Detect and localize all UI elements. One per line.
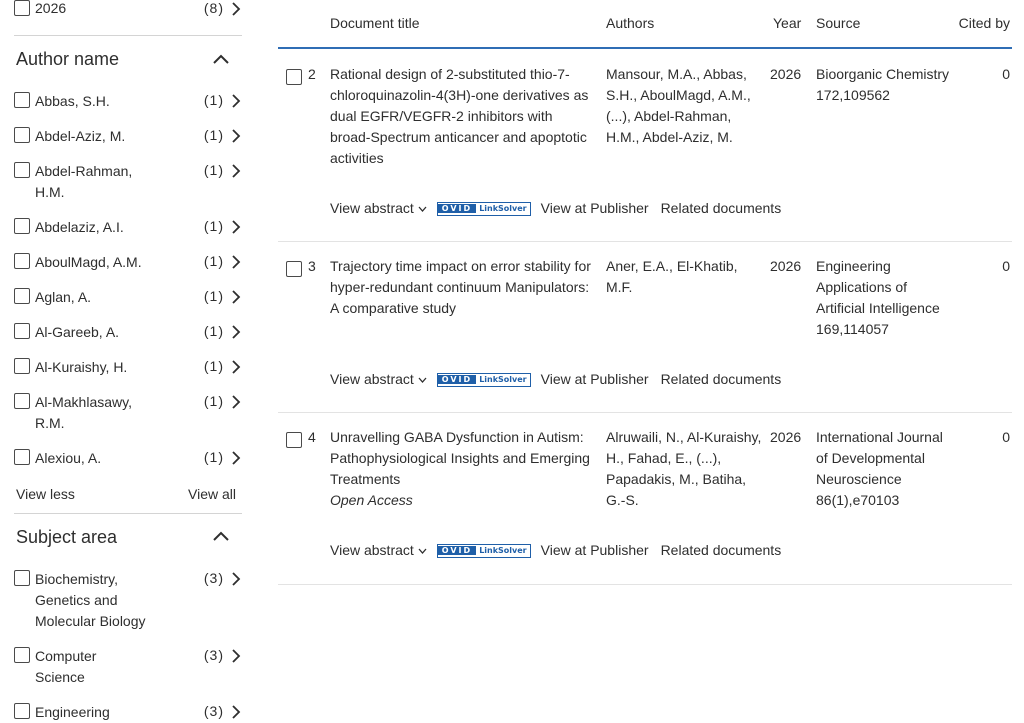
chevron-down-icon [418, 548, 427, 554]
subject-filter-label: Engineering [35, 704, 110, 720]
ovid-linksolver-button[interactable] [437, 544, 531, 558]
chevron-up-icon[interactable] [212, 530, 230, 542]
linksolver-logo-text: LinkSolver [479, 546, 527, 556]
view-abstract-label[interactable]: View abstract [330, 200, 414, 216]
author-checkbox[interactable] [14, 449, 30, 465]
subject-filter-label: Biochemistry, Genetics and Molecular Biology [35, 571, 146, 629]
subject-checkbox[interactable] [14, 703, 30, 719]
linksolver-logo-text: LinkSolver [479, 375, 527, 385]
author-filter-label: Alexiou, A. [35, 450, 102, 466]
authors-text[interactable]: Aner, E.A., El-Khatib, M.F. [606, 258, 738, 295]
year-text: 2026 [770, 66, 802, 82]
subject-filter-count: (3) [203, 703, 224, 719]
ovid-logo-text: OVID [438, 546, 476, 555]
author-filter-count: (1) [203, 253, 224, 269]
author-filter-label: Abbas, S.H. [35, 93, 110, 109]
chevron-right-icon[interactable] [230, 571, 242, 587]
view-less-link[interactable]: View less [16, 486, 75, 502]
chevron-right-icon[interactable] [230, 289, 242, 305]
source-text[interactable]: International Journal of Developmental Neuroscience 86(1),e70103 [816, 429, 943, 508]
document-title-link[interactable] [330, 427, 594, 511]
chevron-right-icon[interactable] [230, 128, 242, 144]
row-actions [330, 371, 793, 387]
table-row [278, 427, 1012, 583]
ovid-linksolver-button[interactable] [437, 373, 531, 387]
chevron-right-icon[interactable] [230, 359, 242, 375]
chevron-down-icon [418, 206, 427, 212]
author-filter-count: (1) [203, 393, 224, 409]
author-filter-count: (1) [203, 449, 224, 465]
author-filter-count: (1) [203, 92, 224, 108]
results-table [278, 0, 1012, 723]
author-filter-count: (1) [203, 162, 224, 178]
related-documents-link[interactable]: Related documents [660, 371, 782, 387]
select-row-checkbox[interactable] [286, 261, 302, 277]
author-filter-label: AboulMagd, A.M. [35, 254, 142, 270]
select-row-checkbox[interactable] [286, 69, 302, 85]
author-checkbox[interactable] [14, 393, 30, 409]
source-text[interactable]: Bioorganic Chemistry 172,109562 [816, 66, 950, 103]
view-at-publisher-link[interactable]: View at Publisher [540, 200, 649, 216]
row-divider [278, 241, 1012, 242]
header-rule [278, 47, 1012, 49]
author-filter-label: Abdelaziz, A.I. [35, 219, 124, 235]
header-document-title[interactable]: Document title [330, 15, 420, 31]
view-abstract-label[interactable]: View abstract [330, 542, 414, 558]
chevron-right-icon[interactable] [230, 254, 242, 270]
cited-by-count: 0 [1002, 66, 1010, 82]
view-at-publisher-link[interactable]: View at Publisher [540, 371, 649, 387]
select-row-checkbox[interactable] [286, 432, 302, 448]
author-checkbox[interactable] [14, 358, 30, 374]
view-abstract-button[interactable] [330, 200, 427, 216]
related-documents-link[interactable]: Related documents [660, 200, 782, 216]
view-abstract-button[interactable] [330, 371, 427, 387]
author-filter-label: Al-Kuraishy, H. [35, 359, 128, 375]
chevron-up-icon[interactable] [212, 53, 230, 65]
subject-area-section-title: Subject area [16, 527, 118, 547]
document-title-text[interactable]: Rational design of 2-substituted thio-7-chloroquinazolin-4(3H)-one derivatives as dual EGFR/VEGFR-2 inhibitors with broad-Spectrum anticancer and apoptotic activities [330, 66, 589, 166]
header-cited-by[interactable]: Cited by [958, 15, 1010, 31]
subject-checkbox[interactable] [14, 570, 30, 586]
author-checkbox[interactable] [14, 127, 30, 143]
view-all-link[interactable]: View all [188, 486, 236, 502]
ovid-linksolver-button[interactable] [437, 202, 531, 216]
chevron-right-icon[interactable] [230, 648, 242, 664]
subject-filter-label: Computer Science [35, 648, 97, 685]
chevron-right-icon[interactable] [230, 450, 242, 466]
view-at-publisher-link[interactable]: View at Publisher [540, 542, 649, 558]
header-authors[interactable]: Authors [606, 15, 655, 31]
row-divider [278, 584, 1012, 585]
document-title-text[interactable]: Trajectory time impact on error stability for hyper-redundant continuum Manipulators: A comparative study [330, 258, 591, 316]
chevron-right-icon[interactable] [230, 219, 242, 235]
year-2026-count: (8) [203, 0, 224, 16]
year-text: 2026 [770, 429, 802, 445]
subject-filter-count: (3) [203, 647, 224, 663]
author-checkbox[interactable] [14, 162, 30, 178]
header-source[interactable]: Source [816, 15, 861, 31]
subject-checkbox[interactable] [14, 647, 30, 663]
source-text[interactable]: Engineering Applications of Artificial Intelligence 169,114057 [816, 258, 940, 337]
authors-text[interactable]: Alruwaili, N., Al-Kuraishy, H., Fahad, E., (...), Papadakis, M., Batiha, G.-S. [606, 429, 762, 508]
divider [14, 35, 242, 36]
row-number: 4 [308, 429, 316, 445]
author-filter-count: (1) [203, 323, 224, 339]
row-divider [278, 412, 1012, 413]
chevron-right-icon[interactable] [230, 163, 242, 179]
table-row [278, 64, 1012, 241]
author-checkbox[interactable] [14, 218, 30, 234]
authors-text[interactable]: Mansour, M.A., Abbas, S.H., AboulMagd, A.M., (...), Abdel-Rahman, H.M., Abdel-Aziz, M. [606, 66, 751, 145]
cited-by-count: 0 [1002, 258, 1010, 274]
author-filter-count: (1) [203, 288, 224, 304]
chevron-down-icon [418, 377, 427, 383]
header-year[interactable]: Year [773, 15, 802, 31]
author-filter-count: (1) [203, 218, 224, 234]
author-name-section-title: Author name [16, 49, 120, 69]
author-filter-label: Aglan, A. [35, 289, 92, 305]
author-filter-label: Abdel-Rahman, H.M. [35, 163, 133, 200]
chevron-right-icon[interactable] [230, 1, 242, 17]
cited-by-count: 0 [1002, 429, 1010, 445]
author-filter-label: Al-Gareeb, A. [35, 324, 120, 340]
table-row [278, 256, 1012, 412]
document-title-link[interactable] [330, 256, 594, 319]
chevron-right-icon[interactable] [230, 704, 242, 720]
document-title-text[interactable]: Unravelling GABA Dysfunction in Autism: Pathophysiological Insights and Emerging Treatments [330, 429, 590, 487]
divider [14, 513, 242, 514]
row-actions [330, 200, 793, 216]
author-checkbox[interactable] [14, 323, 30, 339]
view-abstract-button[interactable] [330, 542, 427, 558]
year-2026-label: 2026 [35, 0, 67, 16]
author-checkbox[interactable] [14, 92, 30, 108]
row-actions [330, 542, 793, 558]
author-filter-label: Abdel-Aziz, M. [35, 128, 126, 144]
document-title-link[interactable] [330, 64, 594, 169]
author-filter-label: Al-Makhlasawy, R.M. [35, 394, 132, 431]
year-text: 2026 [770, 258, 802, 274]
linksolver-logo-text: LinkSolver [479, 204, 527, 214]
author-filter-count: (1) [203, 358, 224, 374]
open-access-label: Open Access [330, 492, 413, 508]
ovid-logo-text: OVID [438, 375, 476, 384]
related-documents-link[interactable]: Related documents [660, 542, 782, 558]
chevron-right-icon[interactable] [230, 394, 242, 410]
view-abstract-label[interactable]: View abstract [330, 371, 414, 387]
author-checkbox[interactable] [14, 253, 30, 269]
year-2026-checkbox[interactable] [14, 0, 30, 16]
author-filter-count: (1) [203, 127, 224, 143]
row-number: 2 [308, 66, 316, 82]
chevron-right-icon[interactable] [230, 324, 242, 340]
author-checkbox[interactable] [14, 288, 30, 304]
subject-filter-count: (3) [203, 570, 224, 586]
row-number: 3 [308, 258, 316, 274]
chevron-right-icon[interactable] [230, 93, 242, 109]
filter-sidebar [0, 0, 250, 723]
ovid-logo-text: OVID [438, 204, 476, 213]
